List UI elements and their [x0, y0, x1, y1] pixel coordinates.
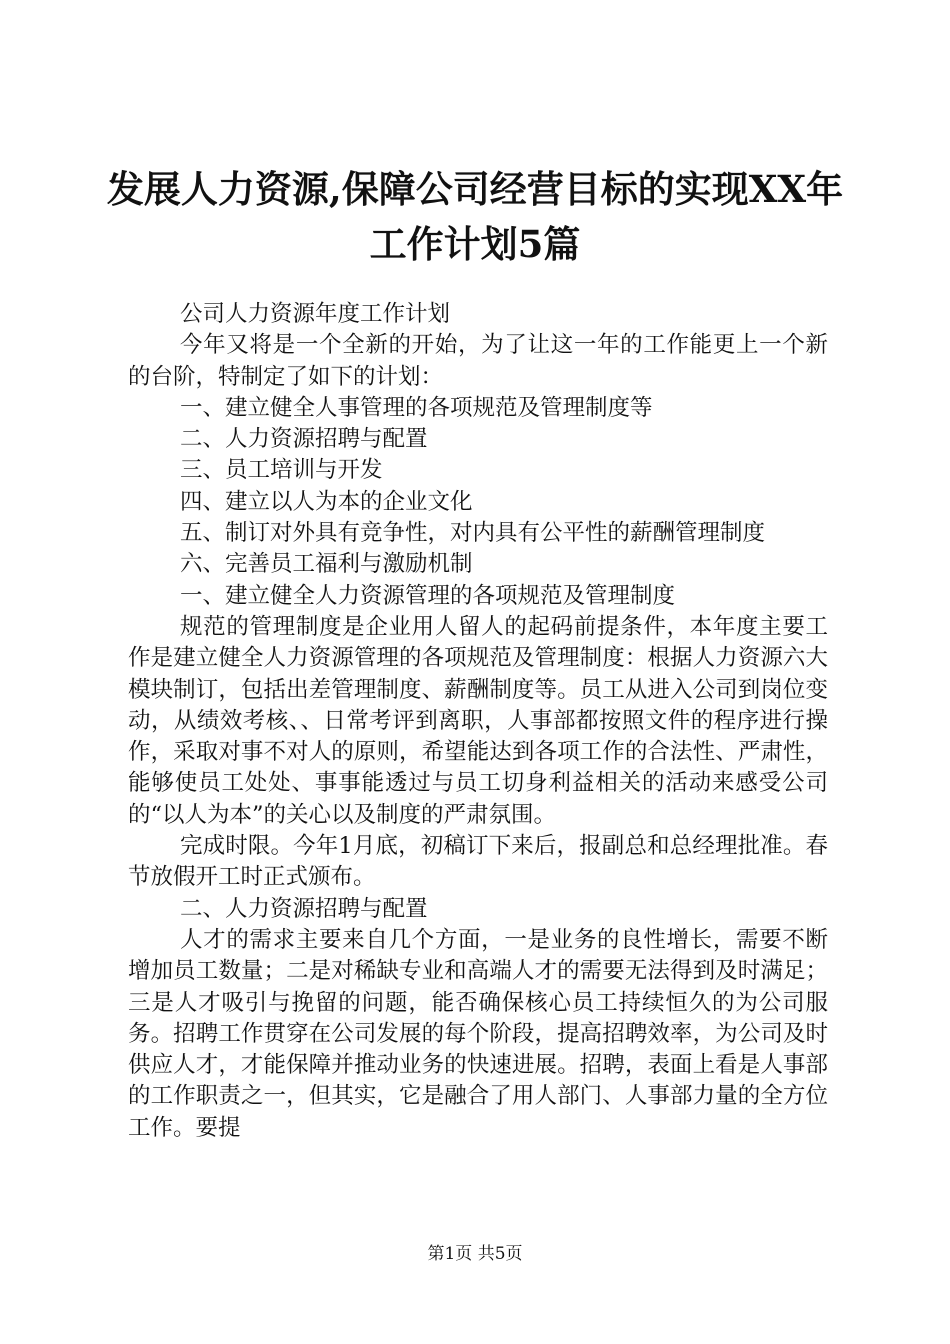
paragraph: 完成时限。今年1月底，初稿订下来后，报副总和总经理批准。春节放假开工时正式颁布。: [128, 833, 828, 891]
document-body: [128, 299, 828, 1144]
paragraph: 四、建立以人为本的企业文化: [180, 488, 473, 515]
paragraph: 五、制订对外具有竞争性，对内具有公平性的薪酬管理制度: [180, 520, 766, 547]
document-title-line-1: 发展人力资源,保障公司经营目标的实现XX年: [106, 167, 844, 211]
document-title-line-2: 工作计划5篇: [369, 222, 581, 266]
paragraph: 二、人力资源招聘与配置: [180, 895, 428, 922]
paragraph: 公司人力资源年度工作计划: [180, 301, 451, 327]
page-number-footer: 第1页 共5页: [427, 1244, 523, 1264]
paragraph: 人才的需求主要来自几个方面，一是业务的良性增长，需要不断增加员工数量；二是对稀缺专业和高端人才的需要无法得到及时满足；三是人才吸引与挽留的问题，能否确保核心员工持续恒久的为公司服务。招聘工作贯穿在公司发展的每个阶段，提高招聘效率，为公司及时供应人才，才能保障并推动业务的快速进展。招聘，表面上看是人事部的工作职责之一，但其实，它是融合了用人部门、人事部力量的全方位工作。要提: [128, 926, 828, 1141]
paragraph: 六、完善员工福利与激励机制: [180, 551, 473, 578]
paragraph: 一、建立健全人力资源管理的各项规范及管理制度: [180, 582, 676, 609]
paragraph: 规范的管理制度是企业用人留人的起码前提条件，本年度主要工作是建立健全人力资源管理的各项规范及管理制度：根据人力资源六大模块制订，包括出差管理制度、薪酬制度等。员工从进入公司到岗位变动，从绩效考核、、日常考评到离职，人事部都按照文件的程序进行操作，采取对事不对人的原则，希望能达到各项工作的合法性、严肃性，能够使员工处处、事事能透过与员工切身利益相关的活动来感受公司的“以人为本”的关心以及制度的严肃氛围。: [128, 613, 828, 828]
paragraph: 今年又将是一个全新的开始，为了让这一年的工作能更上一个新的台阶，特制定了如下的计划：: [128, 332, 828, 390]
paragraph: 一、建立健全人事管理的各项规范及管理制度等: [180, 394, 653, 421]
paragraph: 三、员工培训与开发: [180, 457, 383, 484]
paragraph: 二、人力资源招聘与配置: [180, 426, 428, 453]
